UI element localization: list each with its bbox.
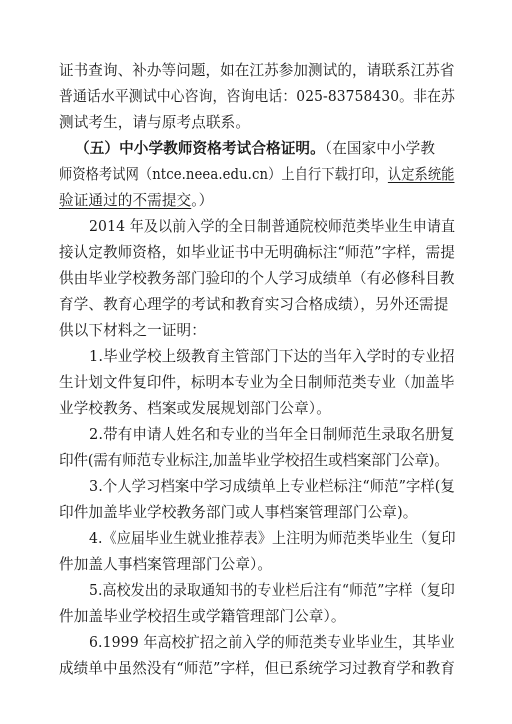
list-item-line: 印件(需有师范专业标注,加盖毕业学校招生或档案部门公章)。: [59, 452, 449, 469]
paragraph-line: 普通话水平测试中心咨询，咨询电话：025-83758430。非在苏: [59, 88, 456, 105]
list-item-line: 2.带有申请人姓名和专业的当年全日制师范生录取名册复: [89, 426, 455, 443]
underlined-note-cont: 验证通过的不需提交: [59, 192, 192, 209]
list-item-line: 印件加盖毕业学校教务部门或人事档案管理部门公章)。: [59, 504, 418, 521]
list-item-line: 6.1999 年高校扩招之前入学的师范类专业毕业生，其毕业: [89, 634, 455, 651]
section-heading-line: [75, 139, 471, 159]
list-item-line: 件加盖毕业学校招生或学籍管理部门公章）。: [59, 608, 346, 625]
note-close: 。）: [191, 192, 214, 209]
list-item-line: 4.《应届毕业生就业推荐表》上注明为师范类毕业生（复印: [89, 530, 456, 547]
section-heading: （五）中小学教师资格考试合格证明。: [75, 140, 325, 157]
paragraph-line: 测试考生，请与原考点联系。: [59, 114, 251, 131]
list-item-line: 件加盖人事档案管理部门公章）。: [59, 556, 273, 573]
underlined-note: 认定系统能: [387, 166, 455, 183]
paragraph-line: 接认定教师资格，如毕业证书中无明确标注“师范”字样，需提: [59, 244, 455, 261]
list-item-line: 5.高校发出的录取通知书的专业栏后注有“师范”字样（复印: [89, 582, 455, 599]
list-item-line: 成绩单中虽然没有“师范”字样，但已系统学习过教育学和教育: [59, 660, 455, 677]
section-note: （在国家中小学教: [324, 140, 436, 157]
list-item-line: 生计划文件复印件，标明本专业为全日制师范类专业（加盖毕: [59, 374, 455, 391]
paragraph-line: [59, 165, 455, 185]
list-item-line: 业学校教务、档案或发展规划部门公章）。: [59, 400, 331, 417]
paragraph-line: 供由毕业学校教务部门验印的个人学习成绩单（有必修科目教: [59, 270, 455, 287]
list-item-line: 1.毕业学校上级教育主管部门下达的当年入学时的专业招: [89, 348, 455, 365]
paragraph-line: 育学、教育心理学的考试和教育实习合格成绩），另外还需提: [59, 296, 449, 313]
paragraph-line: 供以下材料之一证明：: [59, 322, 206, 339]
section-note-cont: 师资格考试网（ntce.neea.edu.cn）上自行下载打印，: [59, 166, 388, 183]
paragraph-line: 2014 年及以前入学的全日制普通院校师范类毕业生申请直: [89, 218, 456, 235]
list-item-line: 3.个人学习档案中学习成绩单上专业栏标注“师范”字样(复: [89, 478, 455, 495]
paragraph-line: 证书查询、补办等问题，如在江苏参加测试的，请联系江苏省: [59, 62, 455, 79]
paragraph-line: [59, 191, 455, 211]
